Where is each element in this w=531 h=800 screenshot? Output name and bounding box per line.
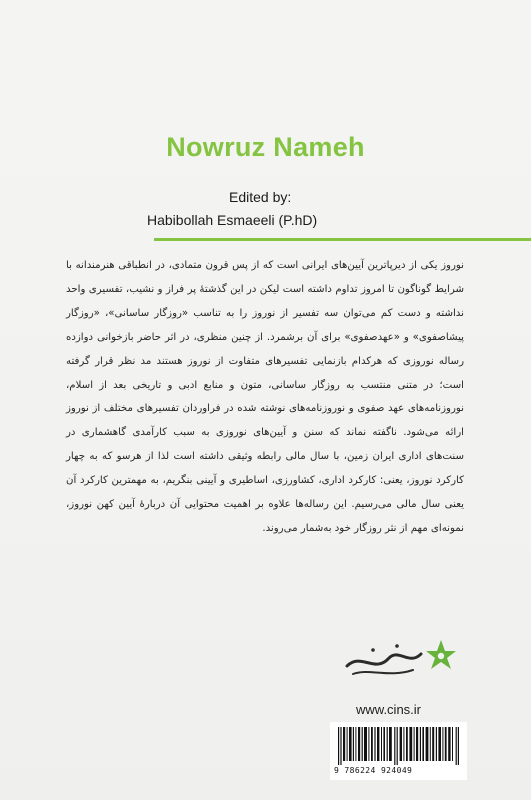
publisher-logo-icon [343, 632, 463, 684]
edited-by-label: Edited by: [229, 189, 292, 205]
green-divider [154, 238, 531, 241]
publisher-website: www.cins.ir [356, 702, 422, 717]
isbn-barcode [330, 722, 467, 780]
book-title: Nowruz Nameh [166, 132, 365, 162]
barcode-bars [338, 727, 459, 765]
barcode-number: 9 786224 924049 [334, 766, 413, 775]
description-paragraph: نوروز یکی از دیرپاترین آیین‌های ایرانی است که از پس قرون متمادی، در انطباقی هنرمندانه با شرایط گوناگون تا امروز تداوم داشته است لیکن در این گذشتهٔ پر فراز و نشیب، تفسیری واحد نداشته و دست کم می‌توان سه تفسیر از نوروز را به تناسب «روزگار ساسانی»، «روزگار پیشاصفوی» و «عهدصفوی» برای آن برشمرد. از چنین منظری، در اثر حاضر بازخوانی دوازده رساله نوروزی که هرکدام بازنمایی تفسیرهای متفاوت از نوروز هستند مد نظر قرار گرفته است؛ در متنی منتسب به روزگار ساسانی، متون و منابع ادبی و تاریخی بعد از اسلام، نوروزنامه‌های عهد صفوی و نوروزنامه‌های نوشته شده در فراوردان تفسیرهای مختلف از نوروز ارائه می‌شود. ناگفته نماند که سنن و آیین‌های نوروزی به سبب کارآمدی گاهشماری در سنت‌های اداری ایران زمین، با سال مالی رابطه وثیقی داشته است لذا از هرسو که به چهار کارکرد نوروز، یعنی: کارکرد اداری، کشاورزی، اساطیری و آیینی بنگریم، به مهمترین کارکرد آن یعنی سال مالی می‌رسیم. این رساله‌ها علاوه بر اهمیت محتوایی آن دربارهٔ آیین کهن نوروز، نمونه‌ای مهم از نثر روزگار خود به‌شمار می‌روند. [66, 260, 464, 534]
publisher-logo [343, 632, 463, 684]
editor-name: Habibollah Esmaeeli (P.hD) [147, 212, 318, 228]
